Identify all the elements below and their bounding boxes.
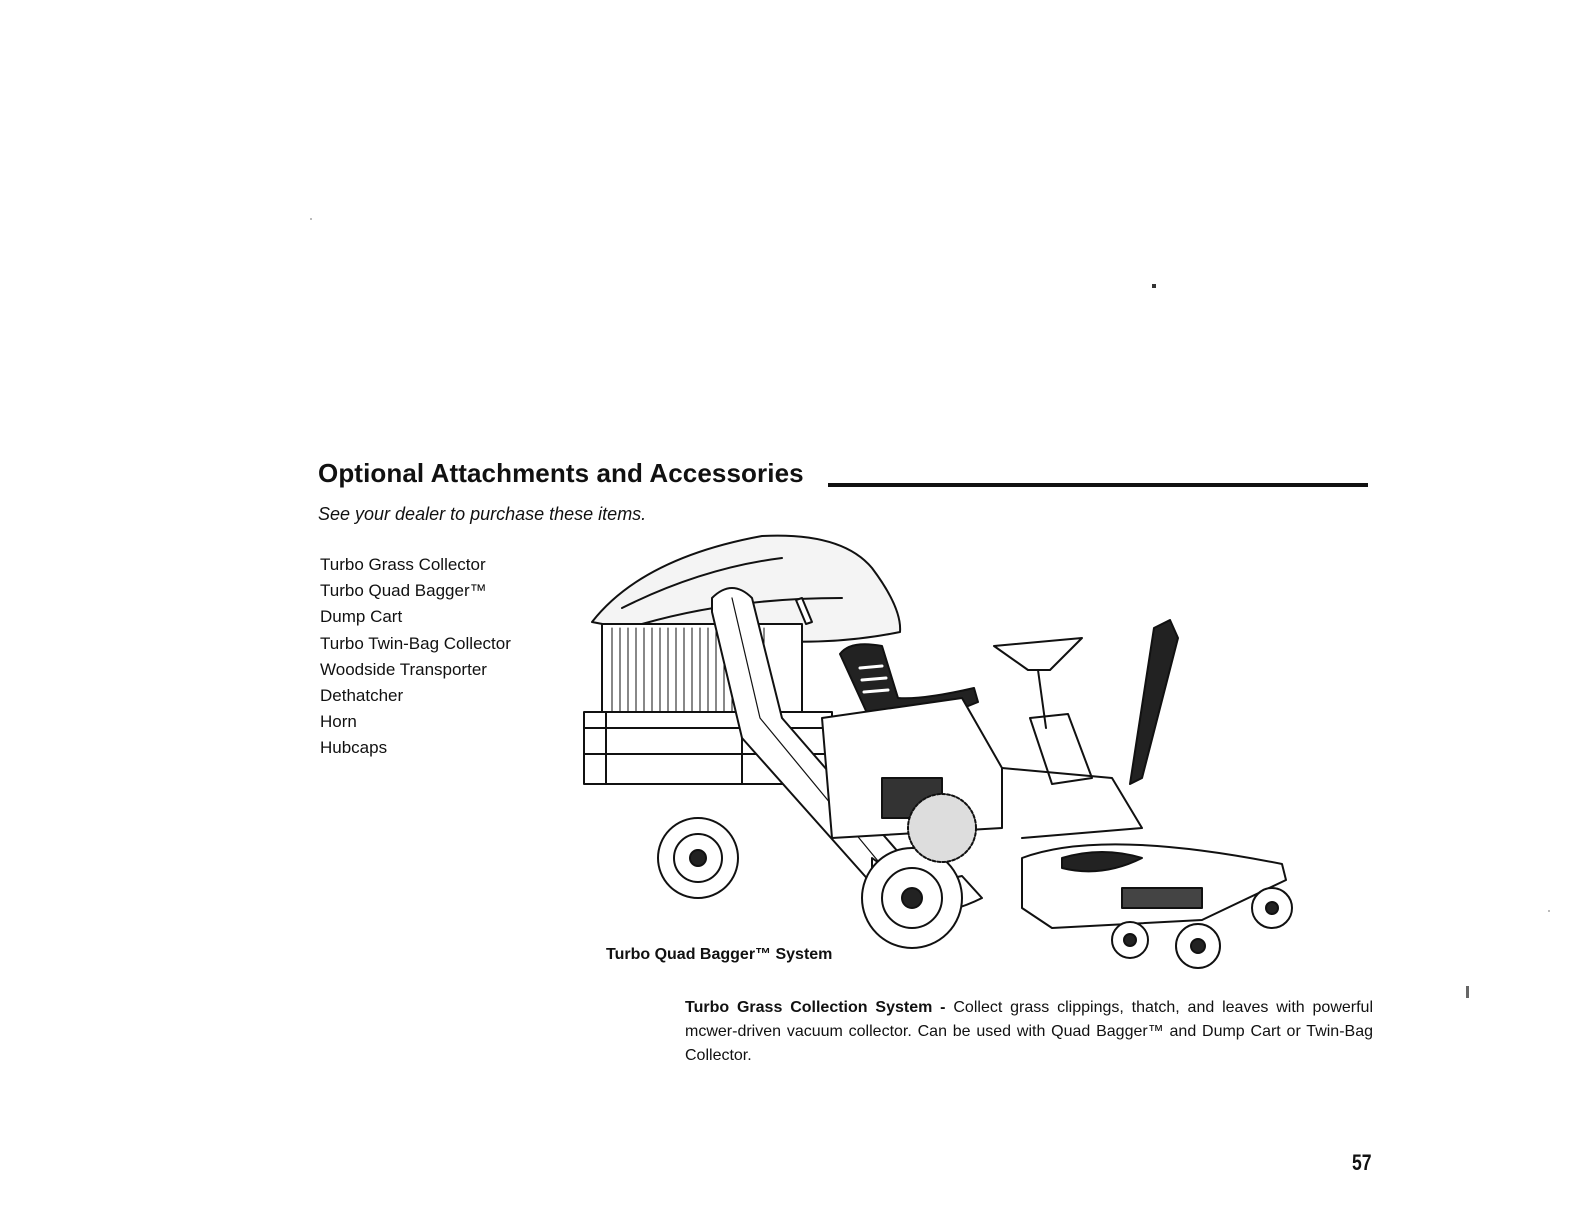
scan-speck	[1548, 910, 1550, 912]
section-title: Optional Attachments and Accessories	[318, 458, 804, 488]
scan-speck	[1152, 284, 1156, 288]
mower-deck	[1022, 844, 1286, 928]
list-item: Turbo Twin-Bag Collector	[320, 633, 511, 653]
list-item: Turbo Grass Collector	[320, 555, 486, 574]
heading-rule	[828, 483, 1368, 487]
figure-caption: Turbo Quad Bagger™ System	[606, 946, 836, 964]
section-heading-row	[318, 458, 1368, 498]
scan-speck	[310, 218, 312, 220]
steering-wheel	[994, 638, 1082, 670]
scan-speck	[1466, 986, 1469, 998]
list-item: Woodside Transporter	[320, 659, 487, 679]
product-description	[685, 996, 1373, 1068]
section-subtitle: See your dealer to purchase these items.	[318, 504, 647, 524]
description-text: Collect grass clippings, thatch, and leaves with powerful mcwer-driven vacuum collector. Can be used with Quad Bagger™ and Dump Cart or Twin-Bag Collector.	[685, 999, 1373, 1064]
list-item: Horn	[320, 712, 357, 732]
list-item: Turbo Quad Bagger™	[320, 581, 487, 601]
page-number: 57	[1352, 1150, 1372, 1175]
list-item: Dump Cart	[320, 607, 403, 627]
list-item: Dethatcher	[320, 686, 404, 706]
list-item: Hubcaps	[320, 738, 388, 758]
description-term: Turbo Grass Collection System -	[685, 999, 946, 1016]
accessory-list	[320, 552, 511, 762]
handle-lever	[1130, 620, 1178, 784]
riding-mower-with-bagger-illustration	[582, 528, 1302, 976]
front-tire	[908, 794, 976, 862]
